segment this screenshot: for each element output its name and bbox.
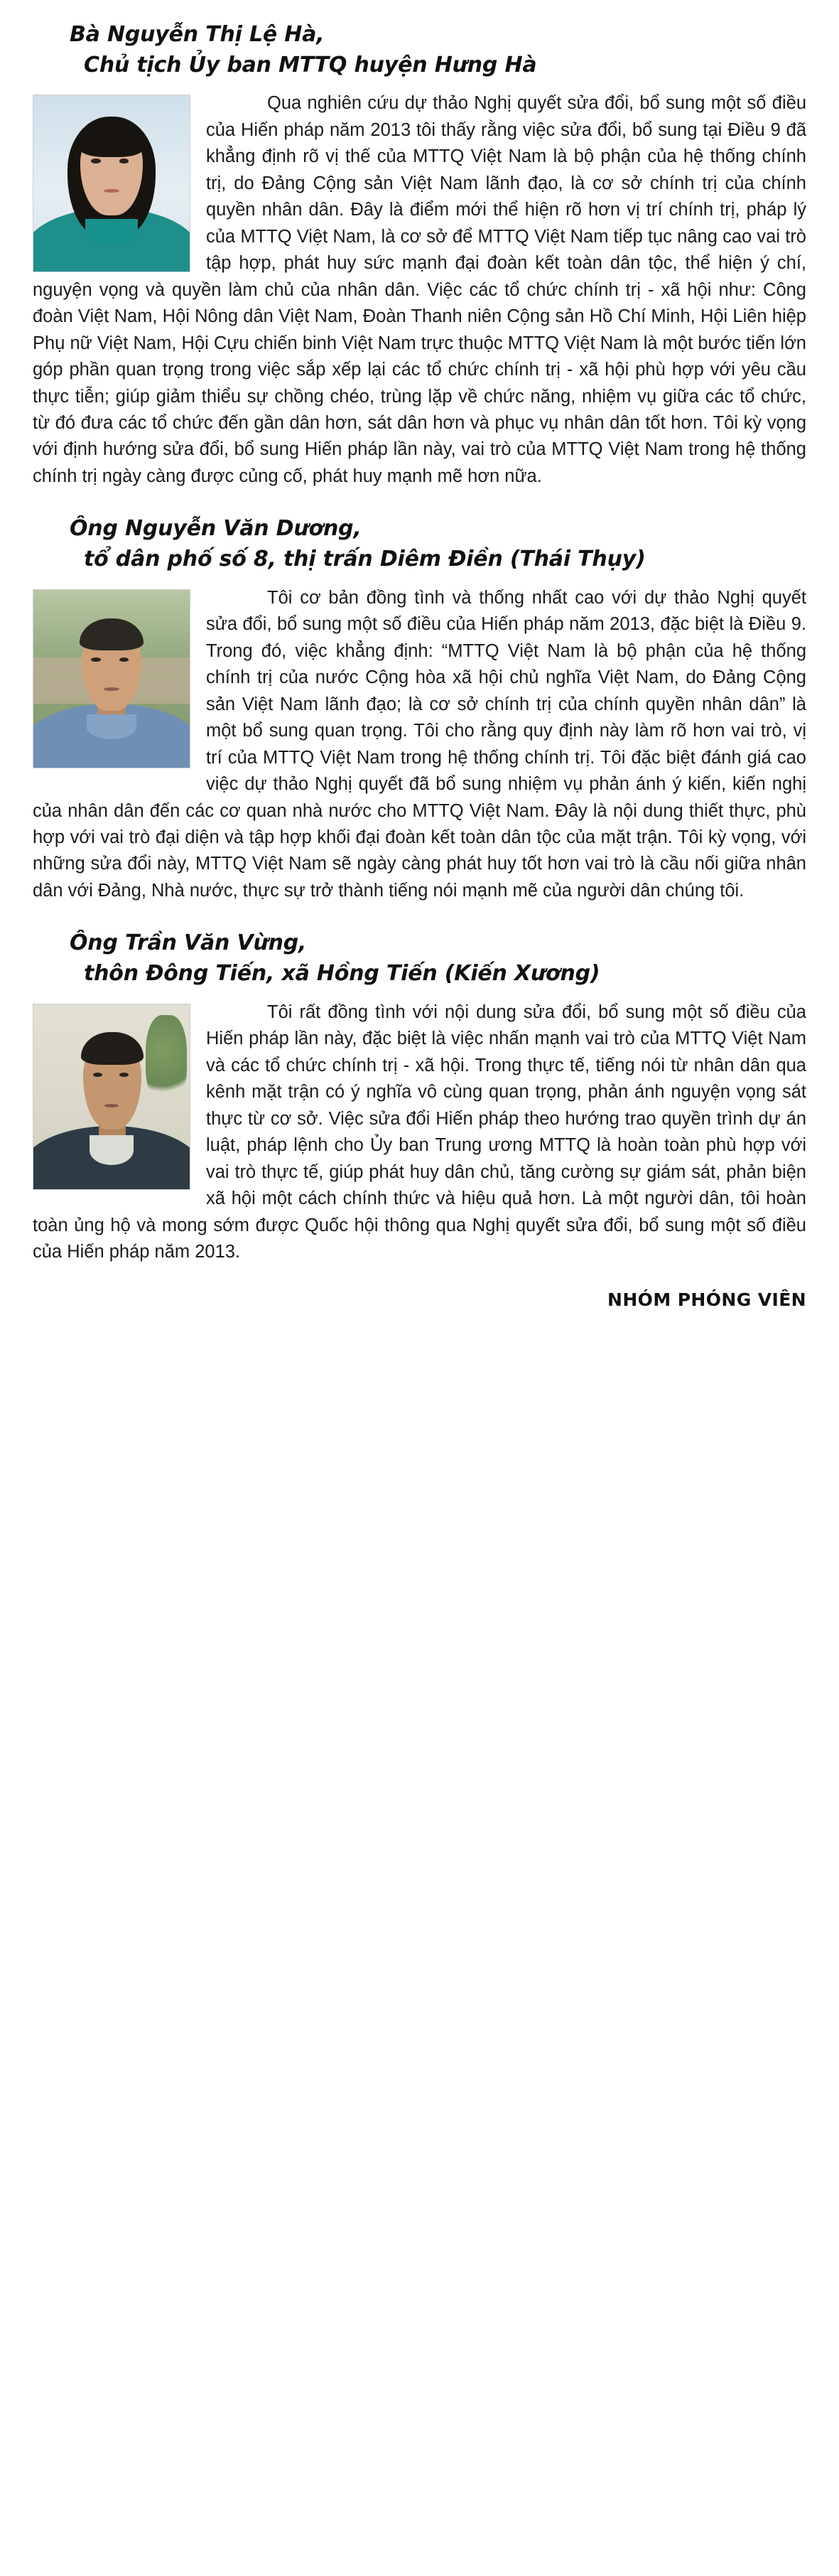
testimonial-block-1: [33, 90, 806, 490]
testimonial-text-1-content: Qua nghiên cứu dự thảo Nghị quyết sửa đổi, bổ sung một số điều của Hiến pháp năm 2013 tôi thấy rằng việc sửa đổi, bổ sung tại Điều 9 đã khẳng định rõ vị thế của MTTQ Việt Nam là bộ phận của hệ thống chính trị, do Đảng Cộng sản Việt Nam lãnh đạo, là cơ sở chính trị của chính quyền nhân dân. Đây là điểm mới thể hiện rõ hơn vị trí chính trị, pháp lý của MTTQ Việt Nam, là cơ sở để MTTQ Việt Nam tiếp tục nâng cao vai trò tập hợp, phát huy sức mạnh đại đoàn kết toàn dân tộc, thể hiện ý chí, nguyện vọng và quyền làm chủ của nhân dân. Việc các tổ chức chính trị - xã hội như: Công đoàn Việt Nam, Hội Nông dân Việt Nam, Đoàn Thanh niên Cộng sản Hồ Chí Minh, Hội Liên hiệp Phụ nữ Việt Nam, Hội Cựu chiến binh Việt Nam trực thuộc MTTQ Việt Nam là một bước tiến lớn góp phần quan trọng trong việc sắp xếp lại các tổ chức chính trị - xã hội phù hợp với yêu cầu thực tiễn; giúp giảm thiểu sự chồng chéo, trùng lặp về chức năng, nhiệm vụ giữa các tổ chức, từ đó đưa các tổ chức đến gần dân hơn, sát dân hơn và phục vụ nhân dân tốt hơn. Tôi kỳ vọng với định hướng sửa đổi, bổ sung Hiến pháp lần này, vai trò của MTTQ Việt Nam trong hệ thống chính trị ngày càng được củng cố, phát huy mạnh mẽ hơn nữa.: [33, 93, 806, 486]
person-heading-1: [33, 20, 806, 80]
portrait-photo-2: [33, 589, 190, 768]
person-name-3: Ông Trần Văn Vừng,: [70, 930, 307, 956]
portrait-photo-1: [33, 95, 190, 272]
person-title-3: thôn Đông Tiến, xã Hồng Tiến (Kiến Xương): [84, 961, 600, 987]
person-heading-2: [33, 514, 806, 574]
article-byline: NHÓM PHÓNG VIÊN: [607, 1289, 806, 1311]
person-name-2: Ông Nguyễn Văn Dương,: [70, 516, 362, 542]
portrait-photo-3: [33, 1004, 190, 1190]
person-title-1: Chủ tịch Ủy ban MTTQ huyện Hưng Hà: [84, 52, 537, 77]
person-heading-3: [33, 928, 806, 989]
testimonial-block-2: [33, 585, 806, 905]
person-name-1: Bà Nguyễn Thị Lệ Hà,: [70, 22, 325, 47]
testimonial-block-3: [33, 999, 806, 1266]
person-title-2: tổ dân phố số 8, thị trấn Diêm Điền (Thái Thụy): [84, 547, 646, 572]
testimonial-text-3-content: Tôi rất đồng tình với nội dung sửa đổi, bổ sung một số điều của Hiến pháp lần này, đặc biệt là việc nhấn mạnh vai trò của MTTQ Việt Nam và các tổ chức chính trị - xã hội. Trong thực tế, tiếng nói từ nhân dân qua kênh mặt trận có ý nghĩa vô cùng quan trọng, phản ánh nguyện vọng sát thực từ cơ sở. Việc sửa đổi Hiến pháp theo hướng trao quyền trình dự án luật, pháp lệnh cho Ủy ban Trung ương MTTQ là hoàn toàn phù hợp với vai trò thực tế, giúp phát huy dân chủ, tăng cường sự giám sát, phản biện xã hội một cách chính thức và hiệu quả hơn. Là một người dân, tôi hoàn toàn ủng hộ và mong sớm được Quốc hội thông qua Nghị quyết sửa đổi, bổ sung một số điều của Hiến pháp năm 2013.: [33, 1002, 806, 1262]
testimonial-text-2-content: Tôi cơ bản đồng tình và thống nhất cao với dự thảo Nghị quyết sửa đổi, bổ sung một số điều của Hiến pháp năm 2013, đặc biệt là Điều 9. Trong đó, việc khẳng định: “MTTQ Việt Nam là bộ phận của hệ thống chính trị của nước Cộng hòa xã hội chủ nghĩa Việt Nam, do Đảng Cộng sản Việt Nam lãnh đạo; là cơ sở chính trị của chính quyền nhân dân” là một bổ sung quan trọng. Tôi cho rằng quy định này làm rõ hơn vai trò, vị trí của MTTQ Việt Nam trong hệ thống chính trị. Tôi đặc biệt đánh giá cao việc dự thảo Nghị quyết đã bổ sung nhiệm vụ phản ánh ý kiến, kiến nghị của nhân dân đến các cơ quan nhà nước cho MTTQ Việt Nam. Đây là nội dung thiết thực, phù hợp với vai trò đại diện và tập hợp khối đại đoàn kết toàn dân tộc của mặt trận. Tôi kỳ vọng, với những sửa đổi này, MTTQ Việt Nam sẽ ngày càng phát huy tốt hơn vai trò là cầu nối giữa nhân dân với Đảng, Nhà nước, thực sự trở thành tiếng nói mạnh mẽ của người dân chúng tôi.: [33, 587, 806, 901]
